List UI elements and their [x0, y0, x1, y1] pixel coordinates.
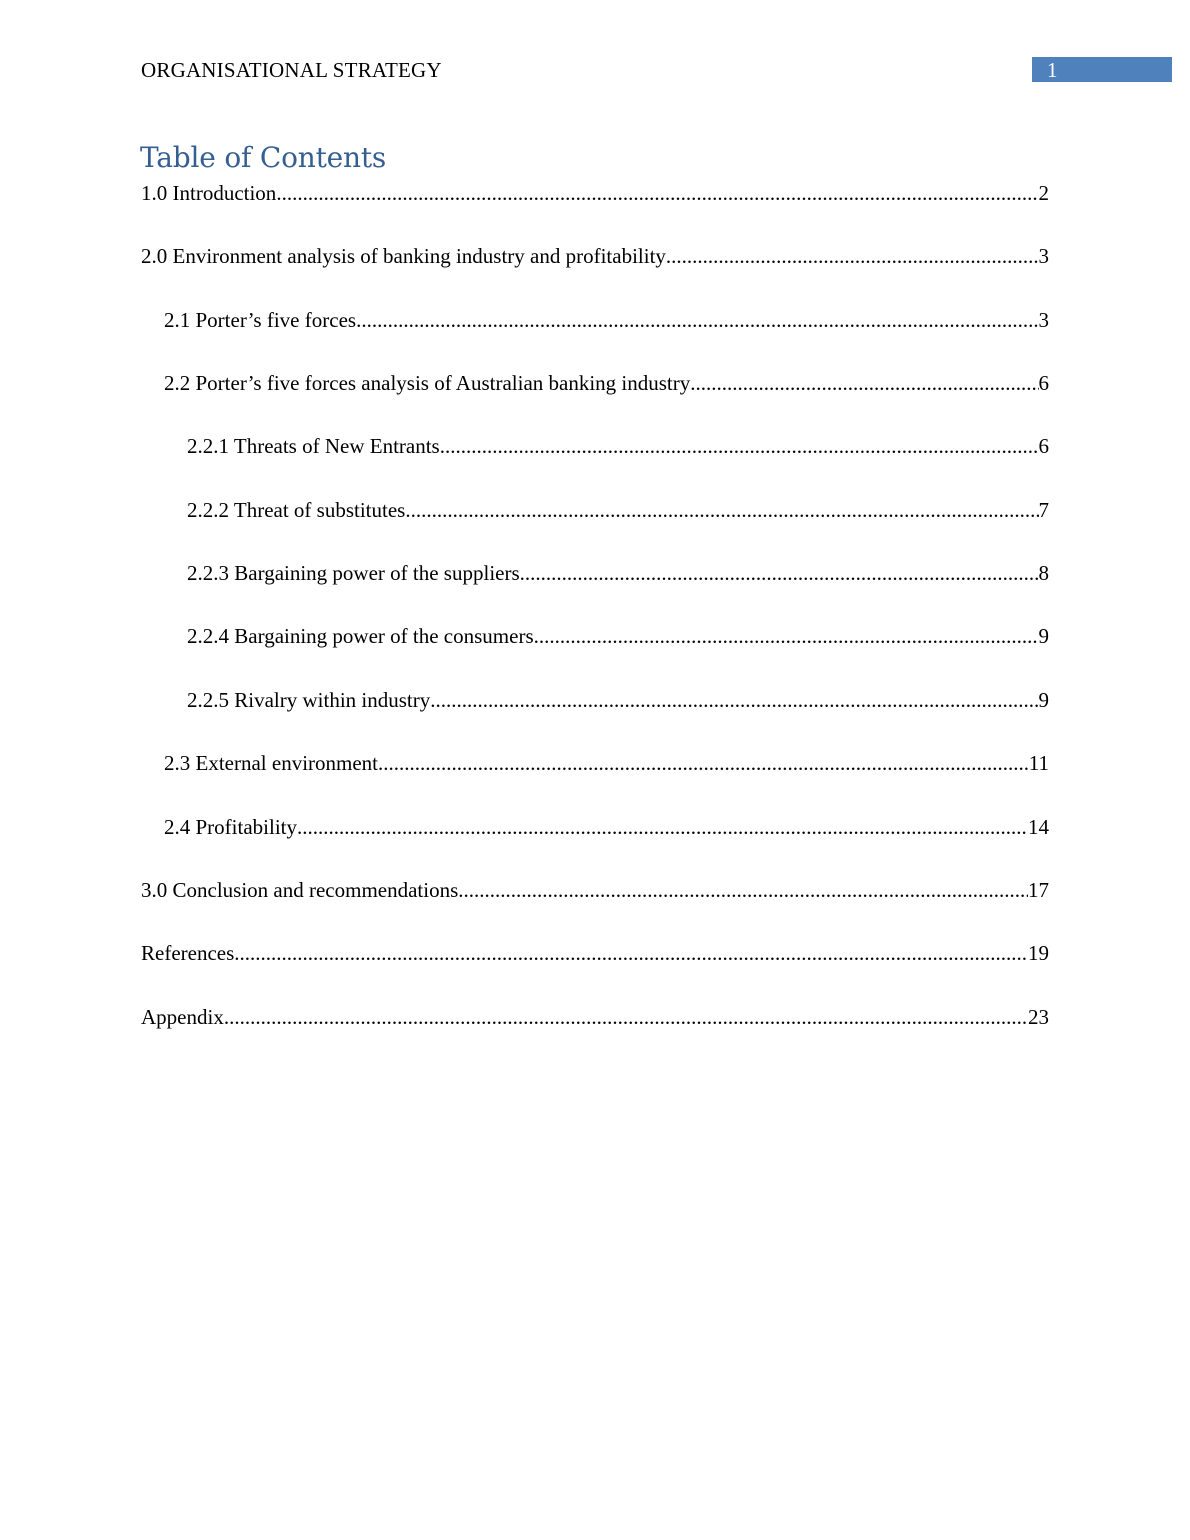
toc-entry-page: 2: [1038, 181, 1049, 205]
toc-entry-porters-five-forces[interactable]: [164, 307, 1049, 333]
toc-entry-page: 19: [1028, 941, 1049, 965]
toc-entry-label: 2.1 Porter’s five forces: [164, 308, 357, 332]
toc-entry-page: 9: [1038, 624, 1049, 648]
toc-entry-threats-new-entrants[interactable]: [187, 433, 1049, 459]
toc-entry-page: 7: [1038, 498, 1049, 522]
toc-entry-page: 14: [1028, 815, 1049, 839]
toc-dot-leader: [690, 370, 1038, 396]
toc-entry-label: 2.0 Environment analysis of banking industry and profitability: [141, 244, 666, 268]
toc-entry-external-environment[interactable]: [164, 750, 1049, 776]
toc-entry-label: References: [141, 941, 235, 965]
page-number: 1: [1047, 58, 1058, 82]
toc-dot-leader: [458, 877, 1028, 903]
toc-dot-leader: [405, 497, 1038, 523]
toc-entry-page: 9: [1038, 688, 1049, 712]
toc-entry-consumer-power[interactable]: [187, 623, 1049, 649]
toc-dot-leader: [356, 307, 1038, 333]
toc-entry-label: 2.2 Porter’s five forces analysis of Australian banking industry: [164, 371, 691, 395]
toc-entry-label: 2.2.4 Bargaining power of the consumers: [187, 624, 534, 648]
toc-entry-profitability[interactable]: [164, 814, 1049, 840]
toc-entry-label: 2.2.5 Rivalry within industry: [187, 688, 431, 712]
toc-dot-leader: [430, 687, 1038, 713]
toc-entry-page: 6: [1038, 371, 1049, 395]
toc-entry-conclusion[interactable]: [141, 877, 1049, 903]
toc-entry-label: Appendix: [141, 1005, 224, 1029]
toc-dot-leader: [276, 180, 1038, 206]
toc-dot-leader: [378, 750, 1029, 776]
toc-entry-supplier-power[interactable]: [187, 560, 1049, 586]
toc-entry-introduction[interactable]: [141, 180, 1049, 206]
toc-entry-page: 6: [1038, 434, 1049, 458]
running-header-title: ORGANISATIONAL STRATEGY: [141, 58, 442, 82]
toc-entry-page: 8: [1038, 561, 1049, 585]
toc-entry-page: 3: [1038, 244, 1049, 268]
toc-entry-page: 23: [1028, 1005, 1049, 1029]
toc-entry-page: 11: [1028, 751, 1049, 775]
toc-dot-leader: [440, 433, 1039, 459]
toc-entry-label: 2.2.1 Threats of New Entrants: [187, 434, 440, 458]
toc-entry-rivalry[interactable]: [187, 687, 1049, 713]
toc-entry-page: 17: [1028, 878, 1049, 902]
toc-entry-threat-substitutes[interactable]: [187, 497, 1049, 523]
toc-entry-environment-analysis[interactable]: [141, 243, 1049, 269]
toc-entry-label: 2.3 External environment: [164, 751, 379, 775]
toc-entry-appendix[interactable]: [141, 1004, 1049, 1030]
toc-entry-label: 2.2.2 Threat of substitutes: [187, 498, 406, 522]
toc-entry-references[interactable]: [141, 940, 1049, 966]
toc-entry-label: 1.0 Introduction: [141, 181, 277, 205]
toc-dot-leader: [666, 243, 1039, 269]
toc-entry-page: 3: [1038, 308, 1049, 332]
toc-entry-australian-banking-analysis[interactable]: [164, 370, 1049, 396]
toc-entry-label: 3.0 Conclusion and recommendations: [141, 878, 459, 902]
toc-dot-leader: [534, 623, 1039, 649]
toc-entry-label: 2.4 Profitability: [164, 815, 297, 839]
toc-heading: Table of Contents: [140, 141, 387, 174]
toc-dot-leader: [297, 814, 1028, 840]
toc-dot-leader: [520, 560, 1039, 586]
toc-dot-leader: [234, 940, 1028, 966]
toc-dot-leader: [224, 1004, 1028, 1030]
toc-entry-label: 2.2.3 Bargaining power of the suppliers: [187, 561, 520, 585]
